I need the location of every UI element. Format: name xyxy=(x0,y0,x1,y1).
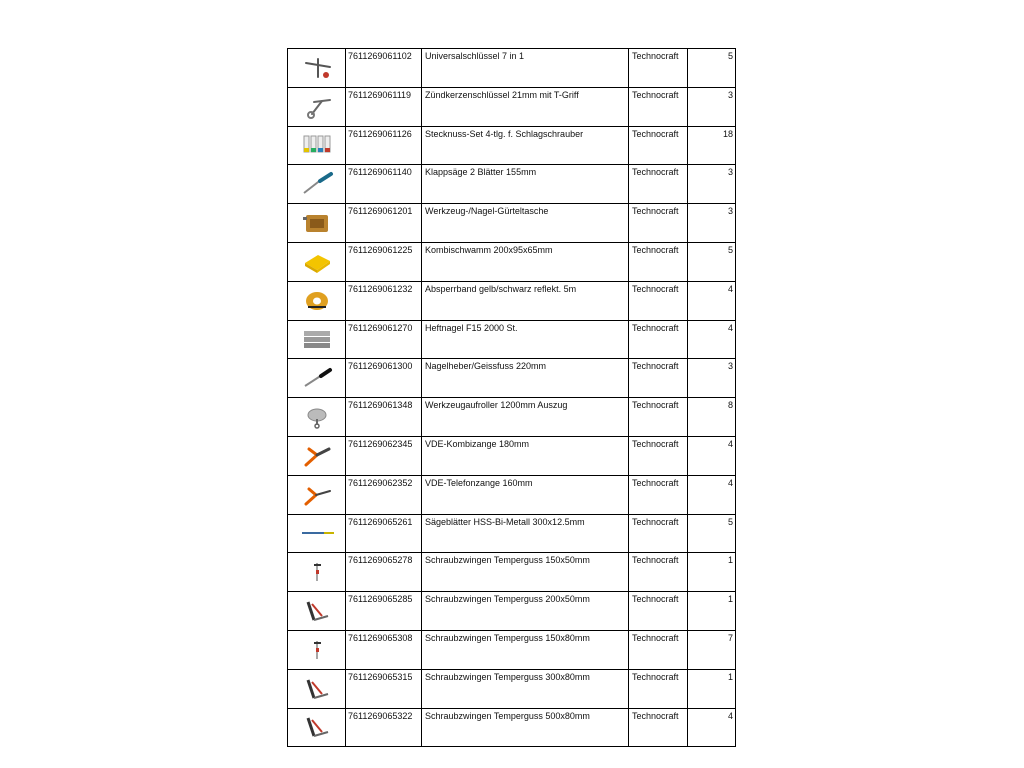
staples-icon xyxy=(300,326,334,352)
description-cell: Schraubzwingen Temperguss 200x50mm xyxy=(422,592,629,631)
quantity-cell: 1 xyxy=(688,592,736,631)
product-image-cell xyxy=(288,592,346,631)
brand-cell: Technocraft xyxy=(629,242,688,281)
brand-cell: Technocraft xyxy=(629,204,688,243)
table-row xyxy=(288,359,736,398)
ean-cell: 7611269061300 xyxy=(346,359,422,398)
brand-cell: Technocraft xyxy=(629,398,688,437)
clamp-small-icon xyxy=(300,637,334,663)
clamp-small-icon xyxy=(300,559,334,585)
ean-cell: 7611269061225 xyxy=(346,242,422,281)
socket-set-icon xyxy=(300,132,334,158)
table-row xyxy=(288,436,736,475)
quantity-cell: 3 xyxy=(688,87,736,126)
description-cell: Universalschlüssel 7 in 1 xyxy=(422,49,629,88)
table-row xyxy=(288,708,736,747)
clamp-icon xyxy=(300,714,334,740)
ean-cell: 7611269061232 xyxy=(346,281,422,320)
product-image-cell xyxy=(288,669,346,708)
quantity-cell: 4 xyxy=(688,436,736,475)
brand-cell: Technocraft xyxy=(629,281,688,320)
quantity-cell: 1 xyxy=(688,669,736,708)
table-row xyxy=(288,87,736,126)
description-cell: Nagelheber/Geissfuss 220mm xyxy=(422,359,629,398)
combination-pliers-icon xyxy=(300,443,334,469)
product-image-cell xyxy=(288,126,346,165)
product-image-cell xyxy=(288,436,346,475)
tool-reel-icon xyxy=(300,404,334,430)
table-row xyxy=(288,281,736,320)
brand-cell: Technocraft xyxy=(629,669,688,708)
brand-cell: Technocraft xyxy=(629,320,688,359)
table-row xyxy=(288,242,736,281)
clamp-icon xyxy=(300,676,334,702)
product-image-cell xyxy=(288,281,346,320)
product-image-cell xyxy=(288,87,346,126)
description-cell: Klappsäge 2 Blätter 155mm xyxy=(422,165,629,204)
brand-cell: Technocraft xyxy=(629,126,688,165)
brand-cell: Technocraft xyxy=(629,165,688,204)
quantity-cell: 5 xyxy=(688,514,736,553)
quantity-cell: 8 xyxy=(688,398,736,437)
brand-cell: Technocraft xyxy=(629,514,688,553)
brand-cell: Technocraft xyxy=(629,475,688,514)
ean-cell: 7611269061270 xyxy=(346,320,422,359)
brand-cell: Technocraft xyxy=(629,359,688,398)
table-row xyxy=(288,204,736,243)
telephone-pliers-icon xyxy=(300,482,334,508)
universal-key-icon xyxy=(300,55,334,81)
ean-cell: 7611269061119 xyxy=(346,87,422,126)
table-row xyxy=(288,592,736,631)
description-cell: Schraubzwingen Temperguss 500x80mm xyxy=(422,708,629,747)
quantity-cell: 4 xyxy=(688,281,736,320)
ean-cell: 7611269062345 xyxy=(346,436,422,475)
description-cell: Schraubzwingen Temperguss 300x80mm xyxy=(422,669,629,708)
description-cell: Heftnagel F15 2000 St. xyxy=(422,320,629,359)
table-row xyxy=(288,398,736,437)
product-image-cell xyxy=(288,398,346,437)
quantity-cell: 18 xyxy=(688,126,736,165)
spark-plug-wrench-icon xyxy=(300,94,334,120)
description-cell: Werkzeugaufroller 1200mm Auszug xyxy=(422,398,629,437)
ean-cell: 7611269065285 xyxy=(346,592,422,631)
description-cell: Sägeblätter HSS-Bi-Metall 300x12.5mm xyxy=(422,514,629,553)
brand-cell: Technocraft xyxy=(629,436,688,475)
description-cell: VDE-Kombizange 180mm xyxy=(422,436,629,475)
ean-cell: 7611269061126 xyxy=(346,126,422,165)
quantity-cell: 1 xyxy=(688,553,736,592)
description-cell: VDE-Telefonzange 160mm xyxy=(422,475,629,514)
product-image-cell xyxy=(288,475,346,514)
ean-cell: 7611269061348 xyxy=(346,398,422,437)
brand-cell: Technocraft xyxy=(629,592,688,631)
product-table-body xyxy=(288,49,736,747)
brand-cell: Technocraft xyxy=(629,630,688,669)
table-row xyxy=(288,630,736,669)
quantity-cell: 4 xyxy=(688,320,736,359)
table-row xyxy=(288,514,736,553)
quantity-cell: 3 xyxy=(688,204,736,243)
table-row xyxy=(288,320,736,359)
ean-cell: 7611269065315 xyxy=(346,669,422,708)
brand-cell: Technocraft xyxy=(629,553,688,592)
ean-cell: 7611269065322 xyxy=(346,708,422,747)
table-row xyxy=(288,49,736,88)
product-image-cell xyxy=(288,514,346,553)
quantity-cell: 3 xyxy=(688,359,736,398)
quantity-cell: 4 xyxy=(688,708,736,747)
ean-cell: 7611269061201 xyxy=(346,204,422,243)
description-cell: Absperrband gelb/schwarz reflekt. 5m xyxy=(422,281,629,320)
ean-cell: 7611269065278 xyxy=(346,553,422,592)
table-row xyxy=(288,553,736,592)
product-image-cell xyxy=(288,553,346,592)
table-row xyxy=(288,475,736,514)
table-row xyxy=(288,126,736,165)
quantity-cell: 5 xyxy=(688,49,736,88)
saw-blade-icon xyxy=(300,520,334,546)
folding-saw-icon xyxy=(300,171,334,197)
product-table xyxy=(287,48,736,747)
brand-cell: Technocraft xyxy=(629,87,688,126)
product-image-cell xyxy=(288,320,346,359)
sponge-icon xyxy=(300,249,334,275)
description-cell: Zündkerzenschlüssel 21mm mit T-Griff xyxy=(422,87,629,126)
description-cell: Schraubzwingen Temperguss 150x50mm xyxy=(422,553,629,592)
table-row xyxy=(288,669,736,708)
clamp-icon xyxy=(300,598,334,624)
product-image-cell xyxy=(288,708,346,747)
product-image-cell xyxy=(288,204,346,243)
nail-puller-icon xyxy=(300,365,334,391)
brand-cell: Technocraft xyxy=(629,49,688,88)
barrier-tape-icon xyxy=(300,288,334,314)
product-image-cell xyxy=(288,242,346,281)
product-image-cell xyxy=(288,49,346,88)
product-image-cell xyxy=(288,359,346,398)
ean-cell: 7611269061140 xyxy=(346,165,422,204)
quantity-cell: 5 xyxy=(688,242,736,281)
quantity-cell: 7 xyxy=(688,630,736,669)
description-cell: Stecknuss-Set 4-tlg. f. Schlagschrauber xyxy=(422,126,629,165)
quantity-cell: 3 xyxy=(688,165,736,204)
description-cell: Kombischwamm 200x95x65mm xyxy=(422,242,629,281)
description-cell: Schraubzwingen Temperguss 150x80mm xyxy=(422,630,629,669)
ean-cell: 7611269065261 xyxy=(346,514,422,553)
ean-cell: 7611269061102 xyxy=(346,49,422,88)
description-cell: Werkzeug-/Nagel-Gürteltasche xyxy=(422,204,629,243)
ean-cell: 7611269062352 xyxy=(346,475,422,514)
tool-belt-pouch-icon xyxy=(300,210,334,236)
quantity-cell: 4 xyxy=(688,475,736,514)
product-image-cell xyxy=(288,165,346,204)
ean-cell: 7611269065308 xyxy=(346,630,422,669)
table-row xyxy=(288,165,736,204)
product-image-cell xyxy=(288,630,346,669)
brand-cell: Technocraft xyxy=(629,708,688,747)
